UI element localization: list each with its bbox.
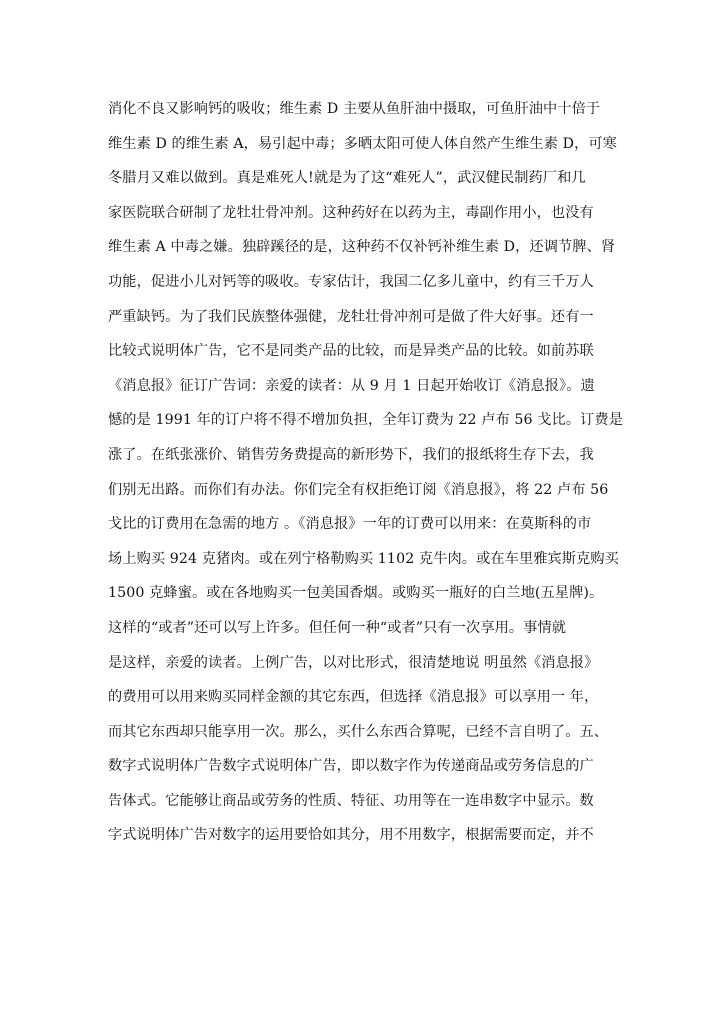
text-line: 告体式。它能够让商品或劳务的性质、特征、功用等在一连串数字中显示。数 [108, 792, 594, 809]
text-line: 们别无出路。而你们有办法。你们完全有权拒绝订阅《消息报》，将 22 卢布 56 [108, 481, 609, 498]
text-line: 功能，促进小儿对钙等的吸收。专家估计，我国二亿多儿童中，约有三千万人 [108, 273, 594, 290]
text-line: 而其它东西却只能享用一次。那么，买什么东西合算呢，已经不言自明了。五、 [108, 723, 609, 740]
text-line: 维生素 D 的维生素 A，易引起中毒；多晒太阳可使人体自然产生维生素 D，可寒 [108, 135, 617, 152]
body-text [108, 92, 628, 853]
text-line: 《消息报》征订广告词：亲爱的读者：从 9 月 1 日起开始收订《消息报》。遗 [108, 377, 595, 394]
text-line: 维生素 A 中毒之嫌。独辟蹊径的是，这种药不仅补钙补维生素 D，还调节脾、肾 [108, 239, 616, 256]
text-line: 憾的是 1991 年的订户将不得不增加负担，全年订费为 22 卢布 56 戈比。订费是 [108, 412, 624, 429]
text-line: 涨了。在纸张涨价、销售劳务费提高的新形势下，我们的报纸将生存下去，我 [108, 446, 594, 463]
text-line: 比较式说明体广告，它不是同类产品的比较，而是异类产品的比较。如前苏联 [108, 343, 594, 360]
text-line: 场上购买 924 克猪肉。或在列宁格勒购买 1102 克牛肉。或在车里雅宾斯克购买 [108, 550, 619, 567]
text-line: 家医院联合研制了龙牡壮骨冲剂。这种药好在以药为主，毒副作用小，也没有 [108, 204, 594, 221]
text-line: 戈比的订费用在急需的地方 。《消息报》一年的订费可以用来：在莫斯科的市 [108, 516, 592, 533]
text-line: 数字式说明体广告数字式说明体广告，即以数字作为传递商品或劳务信息的广 [108, 758, 594, 775]
text-line: 字式说明体广告对数字的运用要恰如其分，用不用数字，根据需要而定，并不 [108, 827, 594, 844]
text-line: 冬腊月又难以做到。真是难死人!就是为了这“难死人”，武汉健民制药厂和几 [108, 170, 586, 187]
text-line: 1500 克蜂蜜。或在各地购买一包美国香烟。或购买一瓶好的白兰地(五星牌)。 [108, 585, 604, 602]
text-line: 是这样，亲爱的读者。上例广告，以对比形式，很清楚地说 明虽然《消息报》 [108, 654, 599, 671]
text-line: 的费用可以用来购买同样金额的其它东西，但选择《消息报》可以享用一 年， [108, 689, 599, 706]
text-line: 消化不良又影响钙的吸收；维生素 D 主要从鱼肝油中摄取，可鱼肝油中十倍于 [108, 101, 601, 117]
text-line: 这样的“或者”还可以写上许多。但任何一种“或者”只有一次享用。事情就 [108, 619, 567, 636]
text-line: 严重缺钙。为了我们民族整体强健，龙牡壮骨冲剂可是做了件大好事。还有一 [108, 308, 594, 325]
